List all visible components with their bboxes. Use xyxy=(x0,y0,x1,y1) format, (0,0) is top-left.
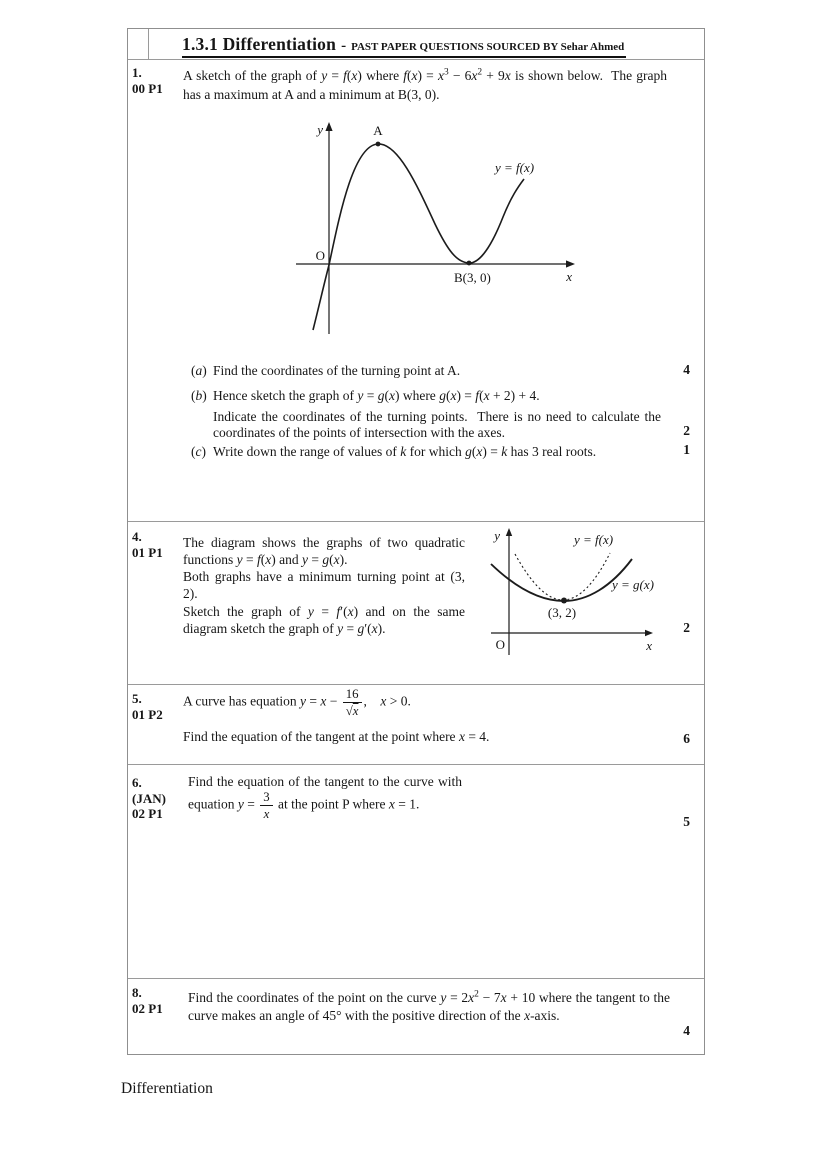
q6-text: Find the equation of the tangent to the curve with equation y = $\frac{3}{x}$ at the point P where x = 1. xyxy=(188,774,462,822)
q1-number-cell xyxy=(132,65,163,96)
row-divider xyxy=(128,978,704,979)
q6-number: 6. xyxy=(132,775,142,790)
q8-number-cell xyxy=(132,985,163,1016)
header-divider xyxy=(128,59,704,60)
q4-graph-x-label: x xyxy=(646,638,652,653)
q1-graph-y-label: y xyxy=(317,122,323,137)
q1-graph-curve-label: y = f(x) xyxy=(495,160,535,175)
q6-paper-code-line2: 02 P1 xyxy=(132,806,163,821)
q6-number-cell xyxy=(132,775,166,822)
q4-paragraph-2: Both graphs have a minimum turning point at (3, 2). xyxy=(183,569,465,601)
sheet-title xyxy=(182,34,626,58)
q1-number: 1. xyxy=(132,65,142,80)
q1-intro-text: A sketch of the graph of y = f(x) where $f(x) = x^3 - 6x^2 + 9x$ is shown below. The graph has a maximum at A and a minimum at B(3, 0). xyxy=(183,67,667,102)
q4-graph xyxy=(486,521,666,661)
q1-part-a-marks: 4 xyxy=(683,362,690,377)
q1-part-b-text: Hence sketch the graph of y = g(x) where g(x) = f(x + 2) + 4. xyxy=(213,388,540,403)
q4-parabola-g-solid xyxy=(491,559,632,601)
q8-text: Find the coordinates of the point on the curve $y = 2x^2 - 7x + 10$ where the tangent to the curve makes an angle of 45° with the positive direction of the x-axis. xyxy=(188,989,670,1023)
q1-graph-b-label: B(3, 0) xyxy=(454,270,491,285)
row-divider xyxy=(128,764,704,765)
q4-vertex-dot xyxy=(561,598,567,604)
q4-graph-y-label: y xyxy=(494,528,500,543)
q4-graph-curve-g-label: y = g(x) xyxy=(612,577,654,592)
q1-part-b-marks: 2 xyxy=(683,423,690,438)
q1-paper-code: 00 P1 xyxy=(132,80,163,96)
q4-text-block xyxy=(183,534,465,637)
q1-max-point-dot xyxy=(376,142,381,147)
q6-marks: 5 xyxy=(683,814,690,829)
q8-marks: 4 xyxy=(683,1023,690,1038)
q4-graph-origin-label: O xyxy=(495,637,505,652)
q8-number: 8. xyxy=(132,985,142,1000)
q1-part-c-label: (c) xyxy=(191,444,206,459)
q1-part-a-label: (a) xyxy=(191,363,207,378)
q4-paragraph-3: Sketch the graph of y = f′(x) and on the same diagram sketch the graph of y = g′(x). xyxy=(183,604,465,636)
q1-cubic-curve xyxy=(313,144,524,330)
q4-paper-code: 01 P1 xyxy=(132,544,163,560)
q1-part-b-text2: Indicate the coordinates of the turning points. There is no need to calculate the coordinates of the points of intersection with the axes. xyxy=(213,409,661,440)
sheet-title-separator: - xyxy=(341,38,347,54)
sheet-title-main: 1.3.1 Differentiation xyxy=(182,34,337,54)
header-cell-divider xyxy=(148,29,149,59)
q5-number-cell xyxy=(132,691,163,722)
q5-paper-code: 01 P2 xyxy=(132,706,163,722)
q5-number: 5. xyxy=(132,691,142,706)
q4-graph-y-arrow-icon xyxy=(506,528,512,536)
q4-graph-vertex-label: (3, 2) xyxy=(547,605,577,620)
q5-question-line: Find the equation of the tangent at the point where x = 4. xyxy=(183,729,490,744)
sheet-title-subtitle: PAST PAPER QUESTIONS SOURCED BY Sehar Ahmed xyxy=(351,41,625,53)
questions-table xyxy=(127,28,705,1055)
q1-min-point-dot xyxy=(467,261,472,266)
q1-graph-x-arrow-icon xyxy=(566,260,575,267)
q1-part-a-text: Find the coordinates of the turning point at A. xyxy=(213,363,461,378)
q1-graph xyxy=(296,119,586,344)
row-divider xyxy=(128,684,704,685)
page-footer-label: Differentiation xyxy=(121,1080,213,1097)
q4-paragraph-1: The diagram shows the graphs of two quadratic functions y = f(x) and y = g(x). xyxy=(183,535,465,567)
q4-graph-curve-f-label: y = f(x) xyxy=(574,532,614,547)
q5-marks: 6 xyxy=(683,731,690,746)
q1-graph-a-label: A xyxy=(373,123,383,138)
q1-graph-y-arrow-icon xyxy=(325,122,332,131)
q4-marks: 2 xyxy=(683,620,690,635)
q4-number: 4. xyxy=(132,529,142,544)
q5-equation-line: A curve has equation y = x − $\frac{16}{√x}$ , x > 0. xyxy=(183,687,411,719)
q4-graph-x-arrow-icon xyxy=(645,630,653,636)
q1-graph-origin-label: O xyxy=(315,248,325,263)
q1-part-c-text: Write down the range of values of k for which g(x) = k has 3 real roots. xyxy=(213,444,597,459)
q6-paper-code-line1: (JAN) xyxy=(132,790,166,806)
q1-part-c-marks: 1 xyxy=(683,442,690,457)
q1-part-b-label: (b) xyxy=(191,388,207,403)
q4-number-cell xyxy=(132,529,163,560)
q8-paper-code: 02 P1 xyxy=(132,1000,163,1016)
q1-graph-x-label: x xyxy=(566,269,572,284)
